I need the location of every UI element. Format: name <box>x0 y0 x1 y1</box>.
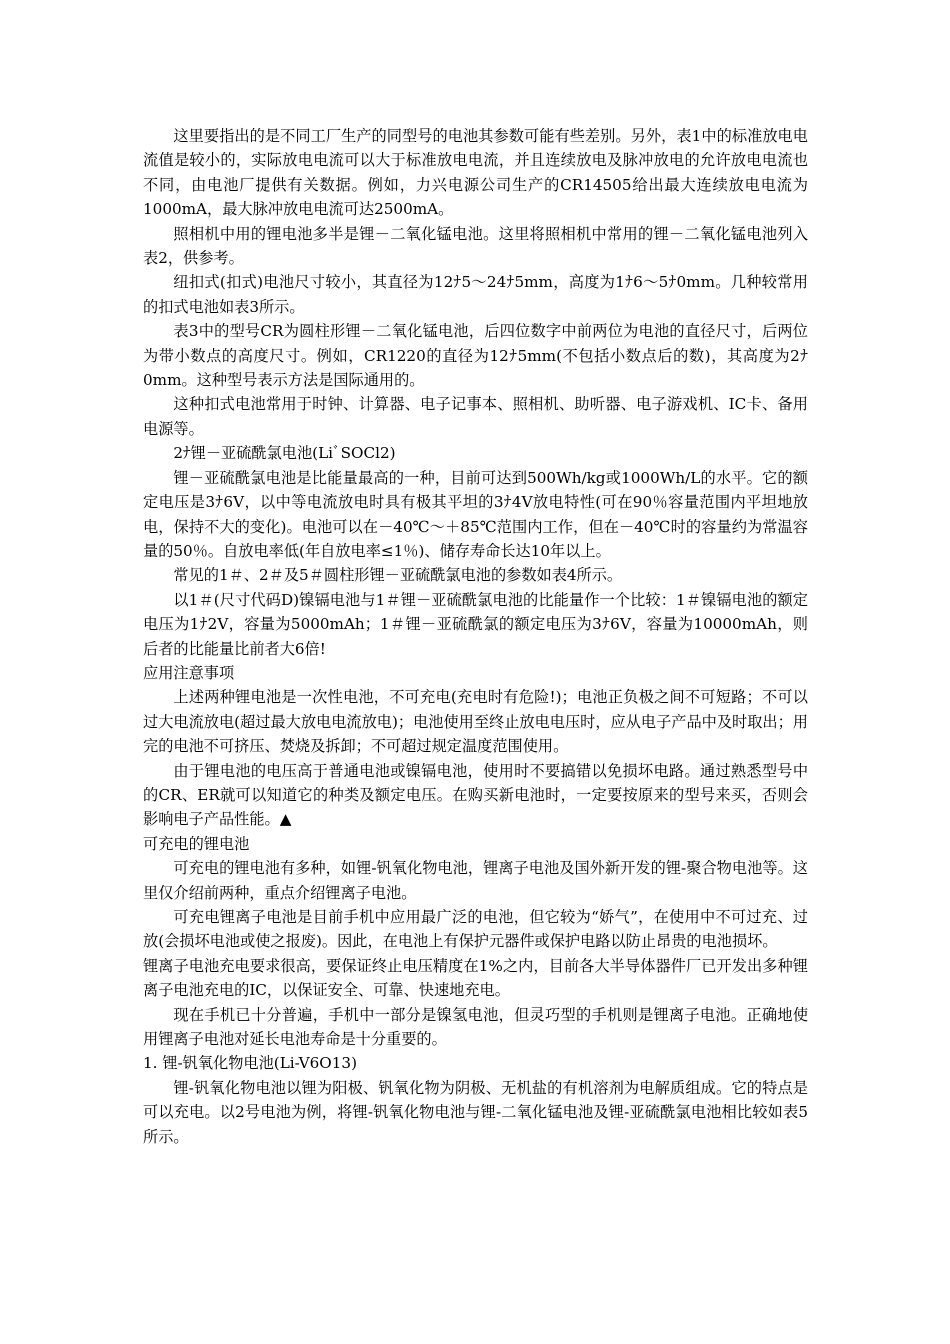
paragraph: 以1＃(尺寸代码D)镍镉电池与1＃锂－亚硫酰氯电池的比能量作一个比较：1＃镍镉电池的额定电压为1ﾅ2V，容量为5000mAh；1＃锂－亚硫酰氯的额定电压为3ﾅ6V，容量为10000mAh，则后者的比能量比前者大6倍! <box>143 590 808 658</box>
paragraph: 这种扣式电池常用于时钟、计算器、电子记事本、照相机、助听器、电子游戏机、IC卡、备用电源等。 <box>143 395 808 438</box>
paragraph: 表3中的型号CR为圆柱形锂－二氧化锰电池，后四位数字中前两位为电池的直径尺寸，后两位为带小数点的高度尺寸。例如，CR1220的直径为12ﾅ5mm(不包括小数点后的数)，其高度为2ﾅ0mm。这种型号表示方法是国际通用的。 <box>143 322 808 390</box>
paragraph: 现在手机已十分普遍，手机中一部分是镍氢电池，但灵巧型的手机则是锂离子电池。正确地使用锂离子电池对延长电池寿命是十分重要的。 <box>143 1005 808 1049</box>
paragraph: 常见的1＃、2＃及5＃圆柱形锂－亚硫酰氯电池的参数如表4所示。 <box>173 566 623 585</box>
paragraph: 可充电的锂电池有多种，如锂-钒氧化物电池，锂离子电池及国外新开发的锂-聚合物电池等。这里仅介绍前两种，重点介绍锂离子电池。 <box>143 859 808 902</box>
paragraph: 可充电锂离子电池是目前手机中应用最广泛的电池，但它较为“娇气”，在使用中不可过充、过放(会损坏电池或使之报废)。因此，在电池上有保护元器件或保护电路以防止昂贵的电池损坏。 <box>143 908 808 951</box>
paragraph: 这里要指出的是不同工厂生产的同型号的电池其参数可能有些差别。另外，表1中的标准放电电流值是较小的，实际放电电流可以大于标准放电电流，并且连续放电及脉冲放电的允许放电电流也不同，由电池厂提供有关数据。例如，力兴电源公司生产的CR14505给出最大连续放电电流为1000mA，最大脉冲放电电流可达2500mA。 <box>143 127 808 219</box>
paragraph: 锂－亚硫酰氯电池是比能量最高的一种，目前可达到500Wh/kg或1000Wh/L的水平。它的额定电压是3ﾅ6V，以中等电流放电时具有极其平坦的3ﾅ4V放电特性(可在90％容量范围内平坦地放电，保持不大的变化)。电池可以在－40℃～＋85℃范围内工作，但在－40℃时的容量约为常温容量的50％。自放电率低(年自放电率≤1％)、储存寿命长达10年以上。 <box>143 468 808 560</box>
paragraph: 纽扣式(扣式)电池尺寸较小，其直径为12ﾅ5～24ﾅ5mm，高度为1ﾅ6～5ﾅ0mm。几种较常用的扣式电池如表3所示。 <box>143 273 808 316</box>
section-heading: 1. 锂-钒氧化物电池(Li-V6O13) <box>143 1054 357 1073</box>
section-heading: 应用注意事项 <box>143 663 235 682</box>
paragraph: 照相机中用的锂电池多半是锂－二氧化锰电池。这里将照相机中常用的锂－二氧化锰电池列入表2，供参考。 <box>143 224 808 268</box>
paragraph: 锂离子电池充电要求很高，要保证终止电压精度在1%之内，目前各大半导体器件厂已开发出多种锂离子电池充电的IC，以保证安全、可靠、快速地充电。 <box>143 956 808 1000</box>
paragraph: 上述两种锂电池是一次性电池，不可充电(充电时有危险!)；电池正负极之间不可短路；不可以过大电流放电(超过最大放电电流放电)；电池使用至终止放电电压时，应从电子产品中及时取出；用完的电池不可挤压、焚烧及拆卸；不可超过规定温度范围使用。 <box>143 688 808 756</box>
paragraph: 锂-钒氧化物电池以锂为阳极、钒氧化物为阴极、无机盐的有机溶剂为电解质组成。它的特点是可以充电。以2号电池为例，将锂-钒氧化物电池与锂-二氧化锰电池及锂-亚硫酰氯电池相比较如表5所示。 <box>143 1078 808 1146</box>
paragraph: 由于锂电池的电压高于普通电池或镍镉电池，使用时不要搞错以免损坏电路。通过熟悉型号中的CR、ER就可以知道它的种类及额定电压。在购买新电池时，一定要按原来的型号来买，否则会影响电子产品性能。▲ <box>143 761 808 829</box>
section-heading: 可充电的锂电池 <box>143 834 250 853</box>
section-heading: 2ﾅ锂－亚硫酰氯电池(LiﾞSOCl2) <box>173 444 396 463</box>
document-body <box>143 124 808 1149</box>
